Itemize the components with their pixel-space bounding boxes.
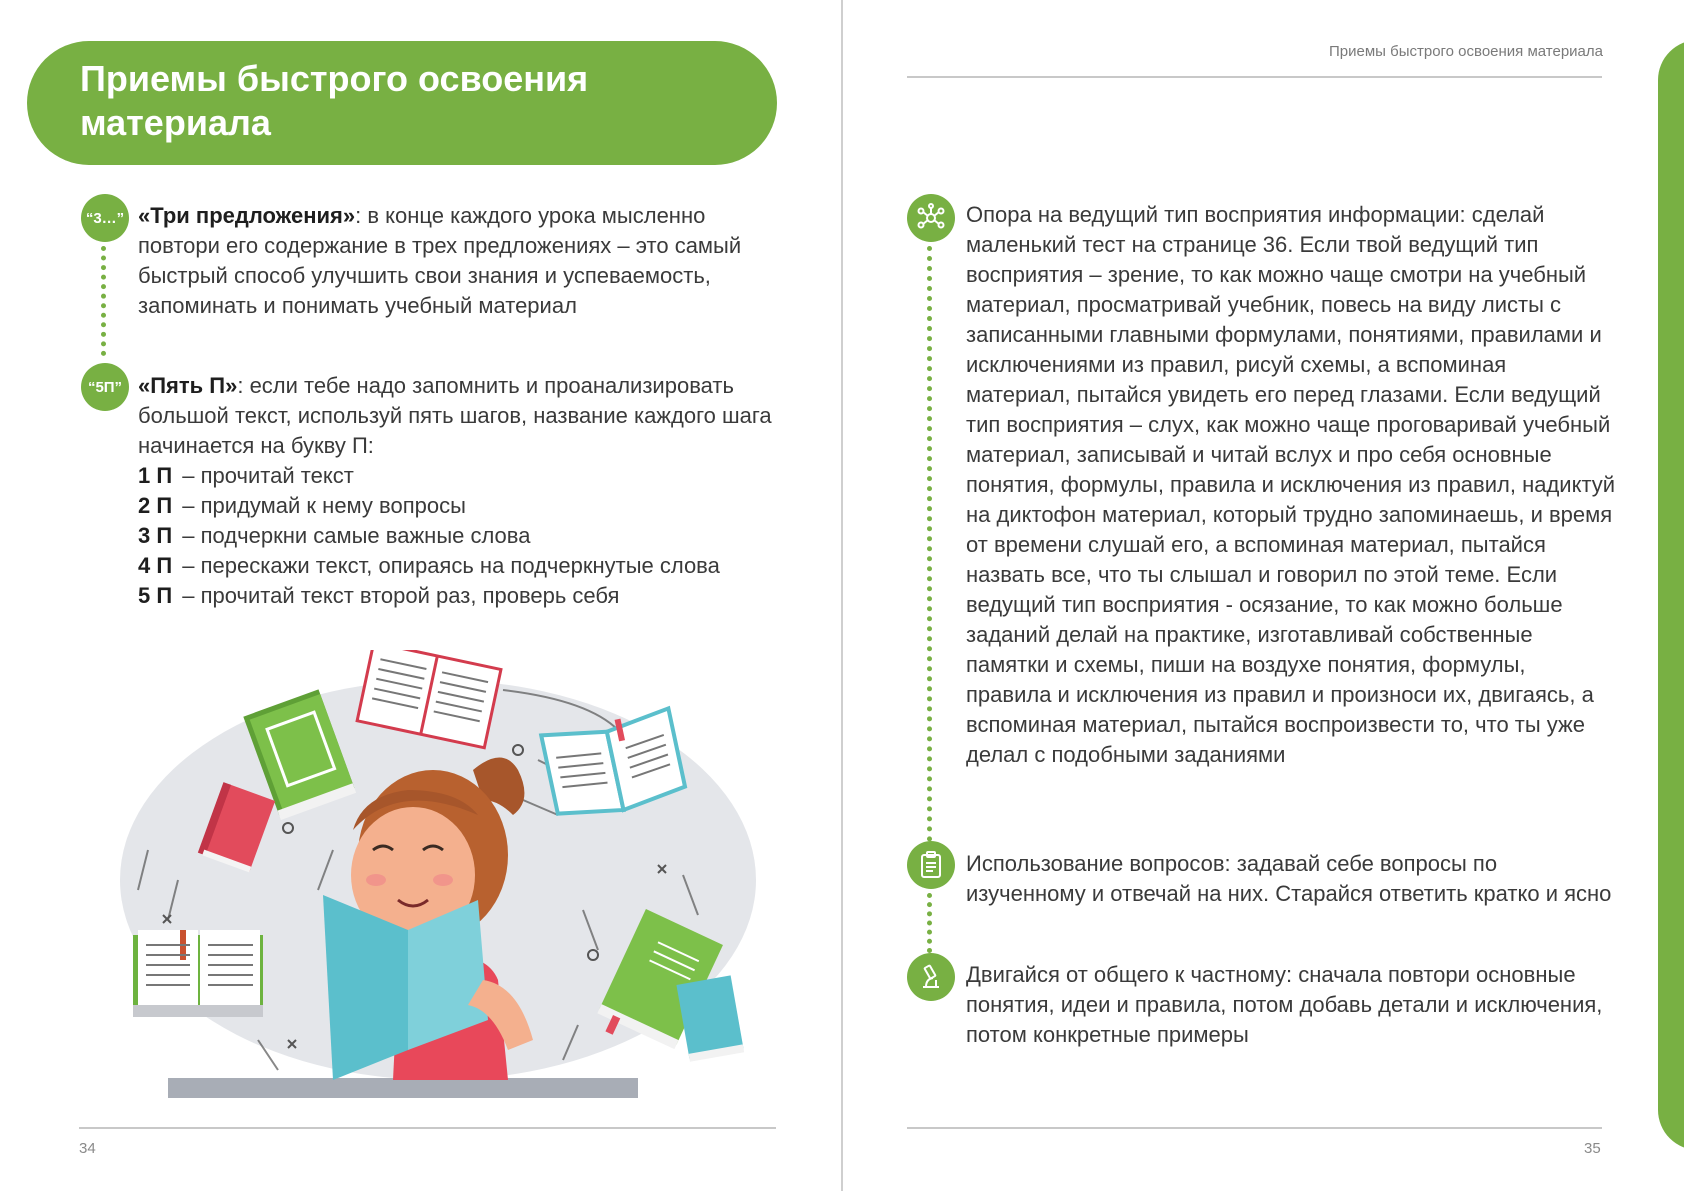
running-head: Приемы быстрого освоения материала [1329, 43, 1603, 60]
network-icon [907, 194, 955, 242]
header-rule [907, 76, 1602, 78]
girl-reading-illustration [108, 650, 758, 1105]
five-p-term: «Пять П» [138, 373, 238, 398]
dotted-connector [927, 246, 932, 842]
page-number: 34 [79, 1140, 96, 1157]
page-number: 35 [1584, 1140, 1601, 1157]
green-side-tab [1658, 40, 1684, 1150]
left-page [0, 0, 841, 1191]
three-sentences-text: «Три предложения»: в конце каждого урока мысленно повтори его содержание в трех предложениях – это самый быстрый способ улучшить свои знания и успеваемость, запоминать и понимать учебный материал [138, 203, 742, 318]
step-5: 5 П – прочитай текст второй раз, проверь себя [138, 583, 620, 608]
footer-rule [79, 1127, 776, 1129]
five-p-text: «Пять П»: если тебе надо запомнить и проанализировать большой текст, используй пять шагов, название каждого шага начинается на букву П: 1 П – прочитай текст 2 П – придумай к нему вопросы 3 П – подчеркни самые важные слова 4 П – перескажи текст, опираясь на подчеркнутые слова 5 П – прочитай текст второй раз, проверь себя [138, 371, 788, 611]
general-to-specific-text: Двигайся от общего к частному: сначала повтори основные понятия, идеи и правила, потом добавь детали и исключения, потом конкретные примеры [966, 962, 1603, 1047]
right-page [843, 0, 1684, 1191]
open-book-bottom-left [133, 930, 263, 1017]
microscope-icon [907, 953, 955, 1001]
three-sentences-badge: “3…” [81, 194, 129, 242]
dotted-connector [927, 893, 932, 953]
perception-text: Опора на ведущий тип восприятия информации: сделай маленький тест на странице 36. Если твой ведущий тип восприятия – зрение, то как можно чаще смотри на учебный материал, просматривай учебник, повесь на виду листы с записанными главными формулами, понятиями, правилами и исключениями из правил, рисуй схемы, а вспоминая материал, пытайся увидеть его перед глазами. Если ведущий тип восприятия – слух, как можно чаще проговаривай учебный материал, записывай и читай вслух и про себя основные понятия, формулы, правила и исключения из правил, надиктуй на диктофон материал, который трудно запоминаешь, и время от времени слушай его, а вспоминая материал, пытайся назвать все, что ты слышал и говорил по этой теме. Если ведущий тип восприятия - осязание, то как можно больше заданий делай на практике, изготавливай собственные памятки и схемы, пиши на воздухе понятия, формулы, правила и исключения из правил и произноси их, двигаясь, а вспоминая материал, пытайся воспроизвести то, что ты уже делал с подобными заданиями [966, 202, 1616, 767]
five-p-badge: “5П” [81, 363, 129, 411]
desk [168, 1078, 638, 1098]
teal-book-right [676, 975, 744, 1061]
page-title: Приемы быстрого освоения материала [80, 58, 589, 143]
footer-rule [907, 1127, 1602, 1129]
questions-text: Использование вопросов: задавай себе вопросы по изученному и отвечай на них. Старайся ответить кратко и ясно [966, 851, 1612, 906]
step-4: 4 П – перескажи текст, опираясь на подчеркнутые слова [138, 553, 720, 578]
title-banner [27, 41, 777, 165]
three-sentences-term: «Три предложения» [138, 203, 356, 228]
clipboard-icon [907, 841, 955, 889]
step-3: 3 П – подчеркни самые важные слова [138, 523, 531, 548]
dotted-connector [101, 246, 106, 356]
step-1: 1 П – прочитай текст [138, 463, 354, 488]
step-2: 2 П – придумай к нему вопросы [138, 493, 466, 518]
